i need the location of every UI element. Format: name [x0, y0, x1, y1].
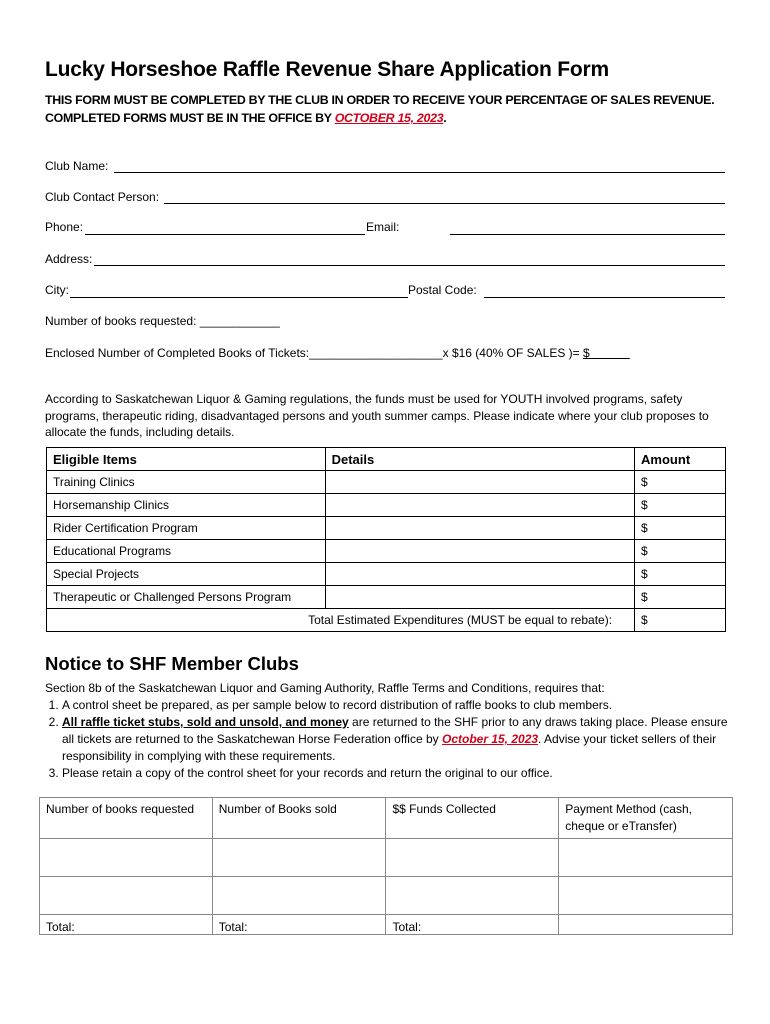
input-cell[interactable]: [40, 877, 213, 915]
total-cell[interactable]: Total:: [40, 915, 213, 935]
city-label: City:: [45, 283, 69, 297]
phone-field[interactable]: [85, 234, 365, 235]
item-name: Training Clinics: [47, 471, 326, 494]
notice-item-1: 1. A control sheet be prepared, as per sample below to record distribution of raffle books to club members.: [62, 697, 735, 714]
details-cell[interactable]: [325, 563, 634, 586]
total-row: [47, 609, 726, 632]
notice-item-3: 3. Please retain a copy of the control sheet for your records and return the original to our office.: [62, 765, 735, 782]
table-row: [47, 517, 726, 540]
control-sheet-table: [39, 797, 733, 935]
item-name: Educational Programs: [47, 540, 326, 563]
total-cell[interactable]: [559, 915, 733, 935]
input-cell[interactable]: [40, 839, 213, 877]
item-name: Rider Certification Program: [47, 517, 326, 540]
address-field[interactable]: [94, 265, 725, 266]
notice-heading: Notice to SHF Member Clubs: [45, 653, 299, 674]
table-row: [40, 839, 733, 877]
deadline-date: OCTOBER 15, 2023: [334, 111, 444, 125]
books-requested-line: Number of books requested: ____________: [45, 314, 280, 328]
amount-cell[interactable]: $: [635, 471, 726, 494]
enclosed-amount-field[interactable]: $: [583, 346, 590, 360]
notice-deadline-date: October 15, 2023: [441, 732, 539, 746]
club-name-field[interactable]: [114, 172, 725, 173]
details-cell[interactable]: [325, 494, 634, 517]
table-row: [47, 586, 726, 609]
amount-cell[interactable]: $: [635, 517, 726, 540]
city-field[interactable]: [70, 297, 408, 298]
table-row: [47, 494, 726, 517]
details-cell[interactable]: [325, 471, 634, 494]
books-sold-header: Number of Books sold: [212, 798, 386, 839]
notice-body: [45, 680, 735, 782]
contact-person-label: Club Contact Person:: [45, 190, 160, 204]
amount-cell[interactable]: $: [635, 540, 726, 563]
amount-cell[interactable]: $: [635, 563, 726, 586]
table-header-row: [47, 448, 726, 471]
contact-person-field[interactable]: [164, 203, 725, 204]
payment-method-header: Payment Method (cash, cheque or eTransfer): [559, 798, 733, 839]
notice-intro: Section 8b of the Saskatchewan Liquor and Gaming Authority, Raffle Terms and Conditions, requires that:: [45, 681, 605, 695]
table-row: [47, 563, 726, 586]
amount-cell[interactable]: $: [635, 494, 726, 517]
item-name: Special Projects: [47, 563, 326, 586]
input-cell[interactable]: [386, 839, 559, 877]
email-label: Email:: [366, 220, 400, 234]
address-label: Address:: [45, 252, 93, 266]
eligible-items-header: Eligible Items: [47, 448, 326, 471]
regulation-text: According to Saskatchewan Liquor & Gaming regulations, the funds must be used for YOUTH involved programs, safety programs, therapeutic riding, disadvantaged persons and youth summer camps. Please indicate where your club proposes to allocate the funds, including details.: [45, 392, 709, 439]
funds-collected-header: $$ Funds Collected: [386, 798, 559, 839]
input-cell[interactable]: [212, 877, 386, 915]
total-amount-cell[interactable]: $: [635, 609, 726, 632]
table-row: [47, 540, 726, 563]
input-cell[interactable]: [386, 877, 559, 915]
details-header: Details: [325, 448, 634, 471]
form-instruction: THIS FORM MUST BE COMPLETED BY THE CLUB IN ORDER TO RECEIVE YOUR PERCENTAGE OF SALES REVENUE. COMPLETED FORMS MUST BE IN THE OFFICE BY OCTOBER 15, 2023.: [45, 93, 715, 125]
total-cell[interactable]: Total:: [212, 915, 386, 935]
amount-cell[interactable]: $: [635, 586, 726, 609]
total-expenditures-label: Total Estimated Expenditures (MUST be equal to rebate):: [47, 609, 635, 632]
club-name-label: Club Name:: [45, 159, 109, 173]
amount-header: Amount: [635, 448, 726, 471]
books-requested-header: Number of books requested: [40, 798, 213, 839]
notice-list: [45, 697, 735, 782]
notice-item-2: 2. All raffle ticket stubs, sold and unsold, and money are returned to the SHF prior to any draws taking place. Please ensure all tickets are returned to the Saskatchewan Horse Federation office by October 15, 2023. Advise your ticket sellers of their responsibility in complying with these requirements.: [62, 714, 735, 765]
item-name: Therapeutic or Challenged Persons Program: [47, 586, 326, 609]
item-name: Horsemanship Clinics: [47, 494, 326, 517]
input-cell[interactable]: [559, 877, 733, 915]
details-cell[interactable]: [325, 540, 634, 563]
total-cell[interactable]: Total:: [386, 915, 559, 935]
details-cell[interactable]: [325, 586, 634, 609]
details-cell[interactable]: [325, 517, 634, 540]
form-title: Lucky Horseshoe Raffle Revenue Share Application Form: [45, 58, 609, 81]
enclosed-books-line: Enclosed Number of Completed Books of Tickets:____________________x $16 (40% OF SALES )= $: [45, 346, 630, 360]
input-cell[interactable]: [559, 839, 733, 877]
enclosed-books-field[interactable]: ____________________: [309, 346, 443, 360]
total-row: [40, 915, 733, 935]
input-cell[interactable]: [212, 839, 386, 877]
email-field[interactable]: [450, 234, 725, 235]
table-header-row: [40, 798, 733, 839]
postal-code-field[interactable]: [484, 297, 725, 298]
table-row: [40, 877, 733, 915]
postal-code-label: Postal Code:: [408, 283, 477, 297]
eligible-items-table: [46, 447, 726, 632]
phone-label: Phone:: [45, 220, 84, 234]
books-requested-field[interactable]: ____________: [199, 314, 280, 328]
table-row: [47, 471, 726, 494]
